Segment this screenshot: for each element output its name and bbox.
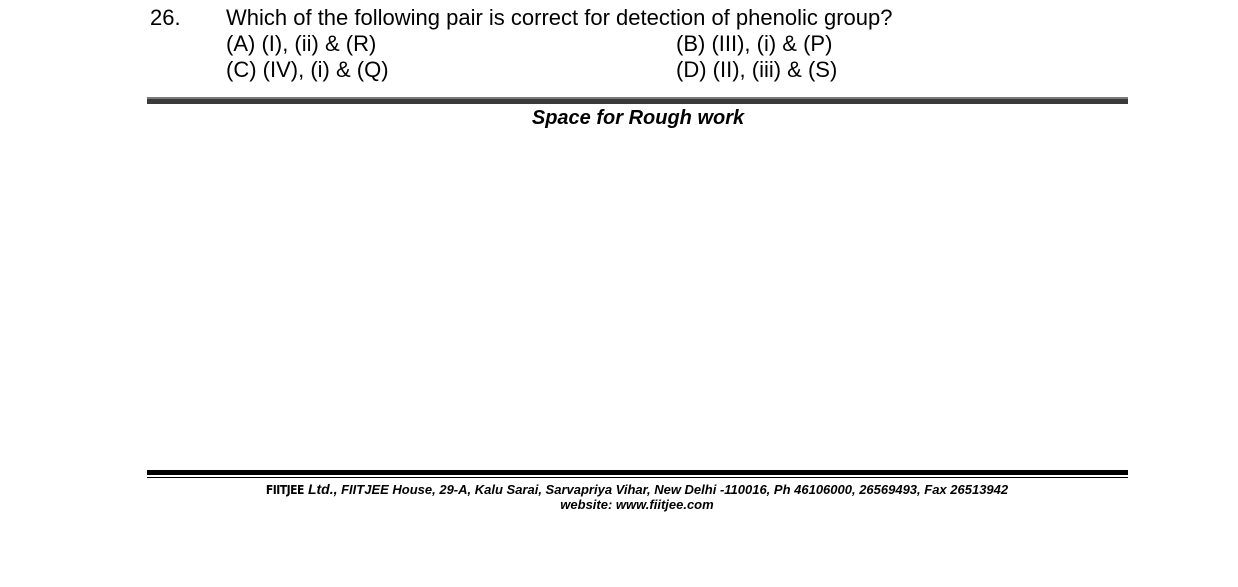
rough-work-divider: [147, 97, 1128, 104]
footer-website: website: www.fiitjee.com: [560, 497, 714, 512]
footer-brand: FIITJEE: [265, 483, 304, 497]
footer-divider-thick: [147, 470, 1128, 475]
rough-work-title: Space for Rough work: [531, 107, 745, 129]
footer-address-line: [0, 481, 1238, 498]
option-a: (A) (I), (ii) & (R): [226, 31, 377, 56]
footer-divider-thin: [147, 477, 1128, 478]
option-b: (B) (III), (i) & (P): [676, 31, 833, 56]
footer-address: FIITJEE House, 29-A, Kalu Sarai, Sarvapriya Vihar, New Delhi -110016, Ph 46106000, 26569493, Fax 26513942: [341, 482, 1009, 497]
footer-ltd: Ltd.,: [307, 481, 338, 497]
question-text: Which of the following pair is correct for detection of phenolic group?: [226, 5, 893, 30]
option-d: (D) (II), (iii) & (S): [676, 57, 838, 82]
question-number: 26.: [150, 5, 181, 30]
option-c: (C) (IV), (i) & (Q): [226, 57, 389, 82]
